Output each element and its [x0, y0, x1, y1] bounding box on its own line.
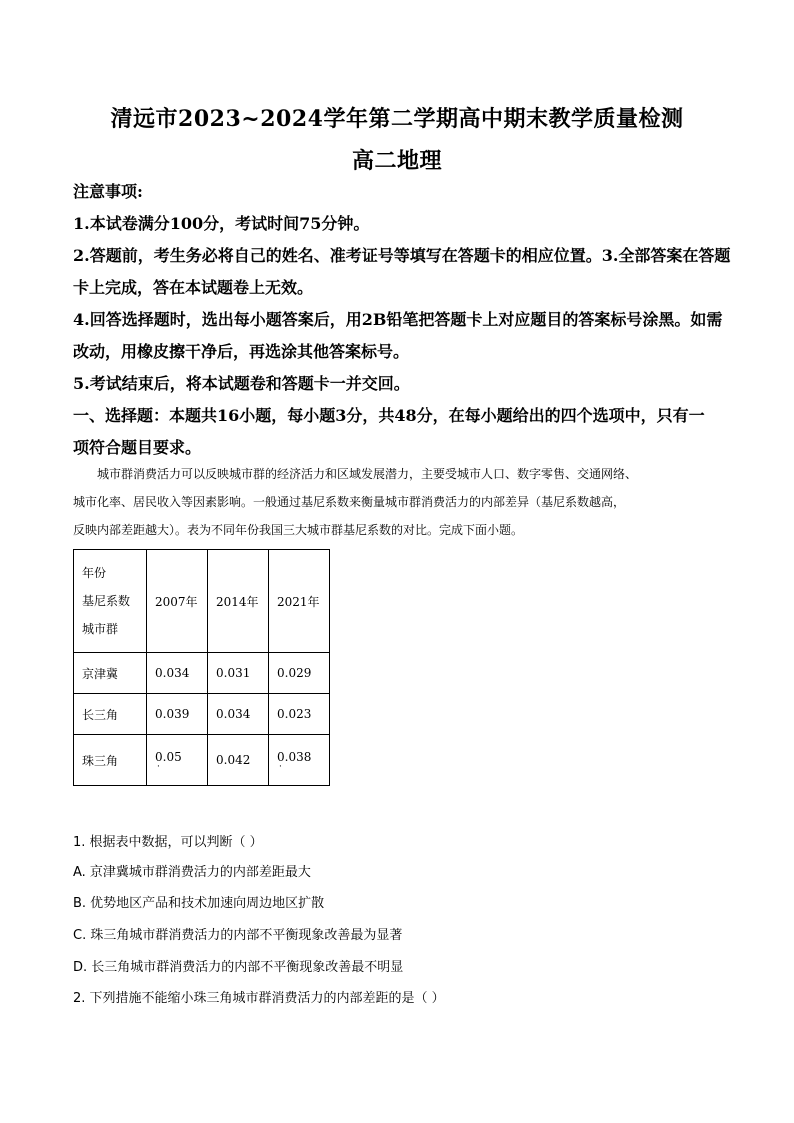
header-gini-label: 基尼系数: [82, 594, 131, 608]
header-year-label: 年份: [82, 566, 107, 580]
notice-line-5: 改动，用橡皮擦干净后，再选涂其他答案标号。: [73, 342, 410, 361]
question-2: 2. 下列措施不能缩小珠三角城市群消费活力的内部差距的是（ ）: [73, 991, 445, 1006]
q1-option-d: D. 长三角城市群消费活力的内部不平衡现象改善最不明显: [73, 960, 404, 975]
table-row: [74, 735, 330, 786]
stray-dot: ·: [157, 762, 160, 772]
section-heading-line-1: 一、选择题：本题共16小题，每小题3分，共48分，在每小题给出的四个选项中，只有一: [73, 406, 705, 425]
row-label-changsanjiao: 长三角: [74, 694, 147, 735]
header-region-label: 城市群: [82, 622, 119, 636]
notice-line-6: 5.考试结束后，将本试题卷和答题卡一并交回。: [73, 374, 410, 393]
value-cell: [269, 735, 330, 786]
question-1: 1. 根据表中数据，可以判断（ ）: [73, 835, 263, 850]
row-label-jingjinji: 京津冀: [74, 653, 147, 694]
value-cell: 0.023: [269, 694, 330, 735]
notice-line-3: 卡上完成，答在本试题卷上无效。: [73, 278, 314, 297]
notice-line-4: 4.回答选择题时，选出每小题答案后，用2B铅笔把答题卡上对应题目的答案标号涂黑。如需: [73, 310, 723, 329]
q1-option-b: B. 优势地区产品和技术加速向周边地区扩散: [73, 896, 325, 911]
value-cell: 0.039: [147, 694, 208, 735]
value-cell: 0.034: [208, 694, 269, 735]
passage-line-3: 反映内部差距越大）。表为不同年份我国三大城市群基尼系数的对比。完成下面小题。: [73, 523, 524, 537]
value-text: 0.05: [155, 750, 182, 764]
year-2007-header: 2007年: [147, 550, 208, 653]
value-cell: 0.042: [208, 735, 269, 786]
table-header-row: [74, 550, 330, 653]
year-2021-header: 2021年: [269, 550, 330, 653]
notice-line-2: 2.答题前，考生务必将自己的姓名、准考证号等填写在答题卡的相应位置。3.全部答案在答题: [73, 246, 731, 265]
table-corner-header: [74, 550, 147, 653]
value-cell: 0.031: [208, 653, 269, 694]
exam-subtitle: 高二地理: [351, 148, 442, 174]
section-heading-line-2: 项符合题目要求。: [73, 438, 202, 457]
notice-heading: 注意事项:: [73, 182, 143, 201]
table-row: [74, 653, 330, 694]
year-2014-header: 2014年: [208, 550, 269, 653]
value-cell: 0.029: [269, 653, 330, 694]
gini-table: [73, 549, 330, 786]
row-label-zhusanjiao: 珠三角: [74, 735, 147, 786]
stray-dot: ·: [279, 762, 282, 772]
value-cell: [147, 735, 208, 786]
value-cell: 0.034: [147, 653, 208, 694]
value-text: 0.038: [277, 750, 312, 764]
q1-option-a: A. 京津冀城市群消费活力的内部差距最大: [73, 865, 311, 880]
table-row: [74, 694, 330, 735]
exam-title: 清远市2023~2024学年第二学期高中期末教学质量检测: [110, 106, 684, 132]
passage-line-2: 城市化率、居民收入等因素影响。一般通过基尼系数来衡量城市群消费活力的内部差异（基尼系数越高，: [73, 495, 626, 509]
passage-line-1: 城市群消费活力可以反映城市群的经济活力和区域发展潜力，主要受城市人口、数字零售、交通网络、: [97, 467, 638, 481]
notice-line-1: 1.本试卷满分100分，考试时间75分钟。: [73, 214, 370, 233]
q1-option-c: C. 珠三角城市群消费活力的内部不平衡现象改善最为显著: [73, 928, 403, 943]
